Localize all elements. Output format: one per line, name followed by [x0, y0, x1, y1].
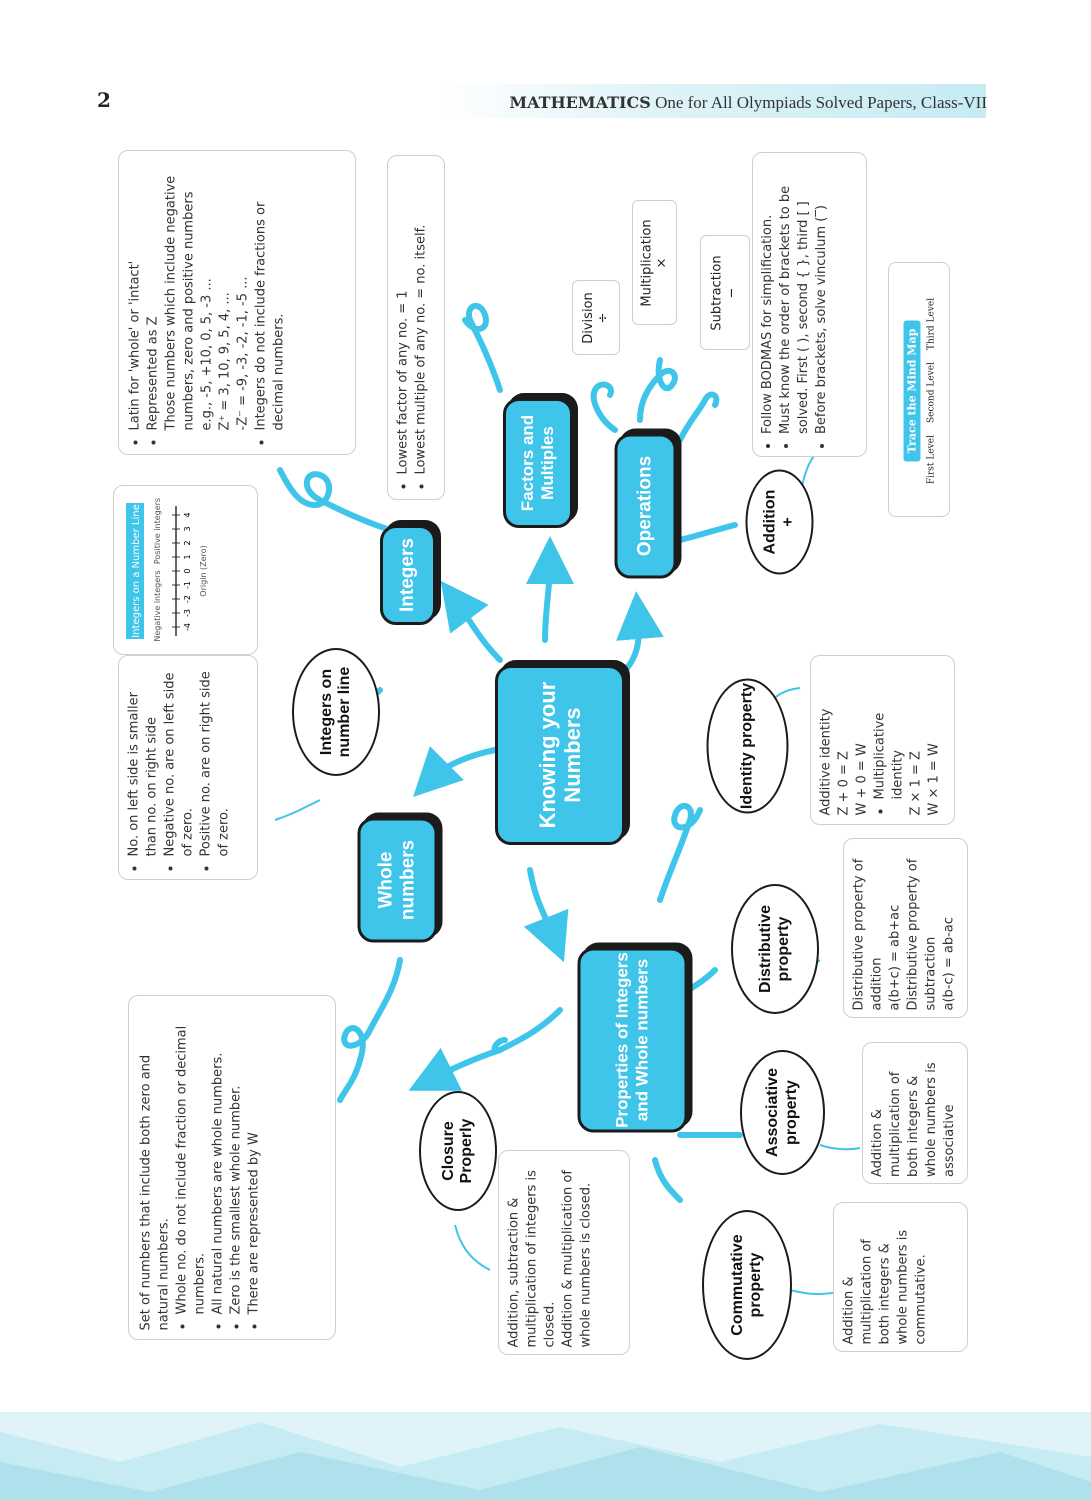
subtraction-label: Subtraction [710, 254, 726, 331]
oval-distributive-property[interactable] [731, 884, 819, 1014]
identity-info-line: W × 1 = W [926, 743, 942, 816]
number-line-tick-label: -2 [183, 595, 192, 603]
multiplication-box [632, 200, 677, 325]
number-line-tick-label: -1 [183, 581, 192, 589]
factors-info-item: • Lowest factor of any no. = 1 [395, 166, 413, 475]
oval-integers-on-number-line[interactable] [292, 648, 380, 776]
identity-info-box [810, 655, 955, 825]
number-line-info-item: • Negative no. are on left side of zero. [161, 664, 197, 857]
integers-info-box [118, 150, 356, 455]
legend-second-level: Second Level [926, 362, 936, 424]
legend-first-level: First Level [926, 435, 936, 485]
oval-commutative-label: Commutative property [728, 1234, 764, 1336]
whole-info-item: • Zero is the smallest whole number. [227, 1006, 245, 1315]
identity-info-item: • Multiplicative identity [871, 666, 907, 800]
squiggle-ops-addition [680, 525, 735, 540]
bodmas-info-box [752, 152, 867, 457]
factors-info-box [387, 155, 445, 500]
squiggle-factors-info [465, 306, 500, 390]
closure-info-line: Addition, subtraction & multiplication of integers is closed. [506, 1170, 558, 1348]
squiggle-commutative [655, 1160, 680, 1200]
mind-map-legend [888, 262, 950, 517]
legend-third-level: Third Level [926, 297, 936, 351]
branch-node-whole-numbers[interactable] [358, 818, 438, 943]
squiggle-ops-multiplication [640, 360, 675, 420]
whole-numbers-info-box [128, 995, 336, 1340]
factors-info-item: • Lowest multiple of any no. = no. itself. [412, 166, 430, 475]
closure-info-line: Addition & multiplication of whole numbers is closed. [560, 1170, 594, 1348]
integers-info-item: • Latin for 'whole' or 'intact' [127, 162, 145, 431]
branch-node-properties[interactable] [578, 948, 688, 1133]
number-line-diagram [114, 486, 259, 656]
distributive-info-line: a(b+c) = ab+ac [887, 904, 903, 1011]
branch-node-factors-label: Factors and Multiples [518, 414, 557, 512]
squiggle-closure [495, 1010, 560, 1051]
oval-distributive-label: Distributive property [756, 905, 792, 994]
branch-node-properties-label: Properties of Integers and Whole numbers [612, 952, 652, 1128]
branch-node-integers[interactable] [380, 525, 436, 625]
number-line-info-item: • No. on left side is smaller than no. on right side [126, 664, 162, 857]
identity-info-line: Z + 0 = Z [836, 751, 852, 816]
number-line-info-item: • Positive no. are on right side of zero. [197, 664, 233, 857]
branch-node-whole-numbers-label: Whole numbers [375, 839, 419, 921]
identity-info-line: Z × 1 = Z [908, 751, 924, 816]
positive-integers-label: Positive integers [153, 497, 162, 565]
subtraction-box [700, 235, 750, 350]
associative-info-box [862, 1042, 968, 1184]
whole-info-item: • All natural numbers are whole numbers. [209, 1006, 227, 1315]
branch-node-operations[interactable] [615, 434, 677, 579]
closure-info-box [498, 1150, 630, 1355]
legend-title: Trace the Mind Map [903, 321, 920, 462]
distributive-info-box [843, 838, 968, 1018]
distributive-info-line: a(b-c) = ab-ac [941, 917, 957, 1011]
oval-closure-property[interactable] [419, 1091, 497, 1211]
oval-commutative-property[interactable] [702, 1210, 792, 1360]
branch-node-factors[interactable] [503, 398, 573, 528]
commutative-info-text: Addition & multiplication of both integers & whole numbers is commutative. [841, 1229, 929, 1345]
integers-info-last: • Integers do not include fractions or decimal numbers. [252, 162, 288, 431]
squiggle-closure-left [430, 1050, 500, 1080]
whole-info-item: • Whole no. do not include fraction or decimal numbers. [173, 1006, 209, 1315]
integers-info-line: e.g., -5, +10, 0, 5, -3 ... [199, 278, 215, 431]
bodmas-info-item: • Before brackets, solve vinculum (‾) [813, 161, 831, 434]
arrow-center-factors [545, 560, 550, 640]
number-line-tick-label: -4 [183, 623, 192, 631]
integers-info-para: Those numbers which include negative numbers, zero and positive numbers [163, 175, 197, 431]
footer-wave-decoration [0, 1412, 1091, 1500]
oval-addition[interactable] [746, 470, 814, 575]
identity-info-line: W + 0 = W [854, 743, 870, 816]
associative-info-text: Addition & multiplication of both integers & whole numbers is associative [870, 1062, 957, 1177]
number-line-tick-label: 0 [183, 568, 192, 574]
arrow-center-integers [455, 600, 500, 660]
multiplication-symbol: × [654, 257, 670, 268]
number-line-tick-label: 1 [183, 554, 192, 560]
number-line-ticks [172, 512, 192, 631]
number-line-tick-label: 4 [183, 512, 192, 518]
squiggle-whole-info [340, 960, 400, 1100]
oval-identity-property[interactable] [707, 679, 789, 814]
origin-label: Origin (Zero) [199, 545, 208, 597]
central-node-label: Knowing your Numbers [534, 681, 585, 829]
central-node-knowing-your-numbers[interactable] [495, 665, 625, 845]
integers-info-line: Z⁺ = 3, 10, 9, 5, 4, ... [217, 292, 233, 431]
identity-info-title: Additive identity [818, 708, 834, 816]
commutative-info-box [833, 1202, 968, 1352]
distributive-info-line: Distributive property of subtraction [905, 858, 939, 1011]
number-line-info-box [118, 655, 258, 880]
oval-associative-property[interactable] [740, 1050, 825, 1175]
branch-node-integers-label: Integers [397, 538, 419, 612]
bodmas-info-item: • Must know the order of brackets to be solved. First ( ), second { }, third [ ] [777, 161, 813, 434]
oval-addition-label: Addition [761, 489, 779, 555]
header-subject: MATHEMATICS [509, 93, 651, 112]
negative-integers-label: Negative integers [153, 570, 162, 642]
page-number: 2 [97, 88, 111, 112]
squiggle-ops-subtraction [680, 395, 716, 440]
arrow-center-whole [430, 750, 495, 780]
division-label: Division [581, 291, 597, 344]
oval-associative-label: Associative property [764, 1068, 800, 1157]
number-line-tick-label: 3 [183, 526, 192, 532]
integers-info-line: -Z⁻ = -9, -3, -2, -1, -5 ... [235, 276, 251, 431]
arrow-center-properties [530, 870, 555, 940]
multiplication-label: Multiplication [639, 218, 655, 307]
addition-symbol: + [779, 517, 797, 527]
oval-closure-label: Closure Properly [439, 1118, 475, 1184]
distributive-info-line: Distributive property of addition [851, 858, 885, 1011]
squiggle-ops-division [594, 385, 615, 430]
subtraction-symbol: − [725, 287, 741, 298]
division-box [572, 280, 620, 355]
number-line-tick-label: -3 [183, 609, 192, 617]
oval-identity-label: Identity property [738, 682, 756, 810]
whole-info-item: • There are represented by W [245, 1006, 263, 1315]
number-line-image-box [113, 485, 258, 655]
branch-node-operations-label: Operations [634, 455, 656, 557]
oval-integers-on-number-line-label: Integers on number line [317, 666, 353, 758]
squiggle-integers-info [280, 470, 390, 530]
division-symbol: ÷ [596, 312, 612, 323]
whole-info-para: Set of numbers that include both zero and natural numbers. [138, 1054, 172, 1331]
number-line-tick-label: 2 [183, 540, 192, 546]
integers-info-item: • Represented as Z [144, 162, 162, 431]
bodmas-info-item: • Follow BODMAS for simplification. [759, 161, 777, 434]
header-book-title: One for All Olympiads Solved Papers, Class-VII [650, 93, 987, 112]
number-line-title: Integers on a Number Line [131, 504, 142, 638]
squiggle-identity [660, 806, 700, 900]
